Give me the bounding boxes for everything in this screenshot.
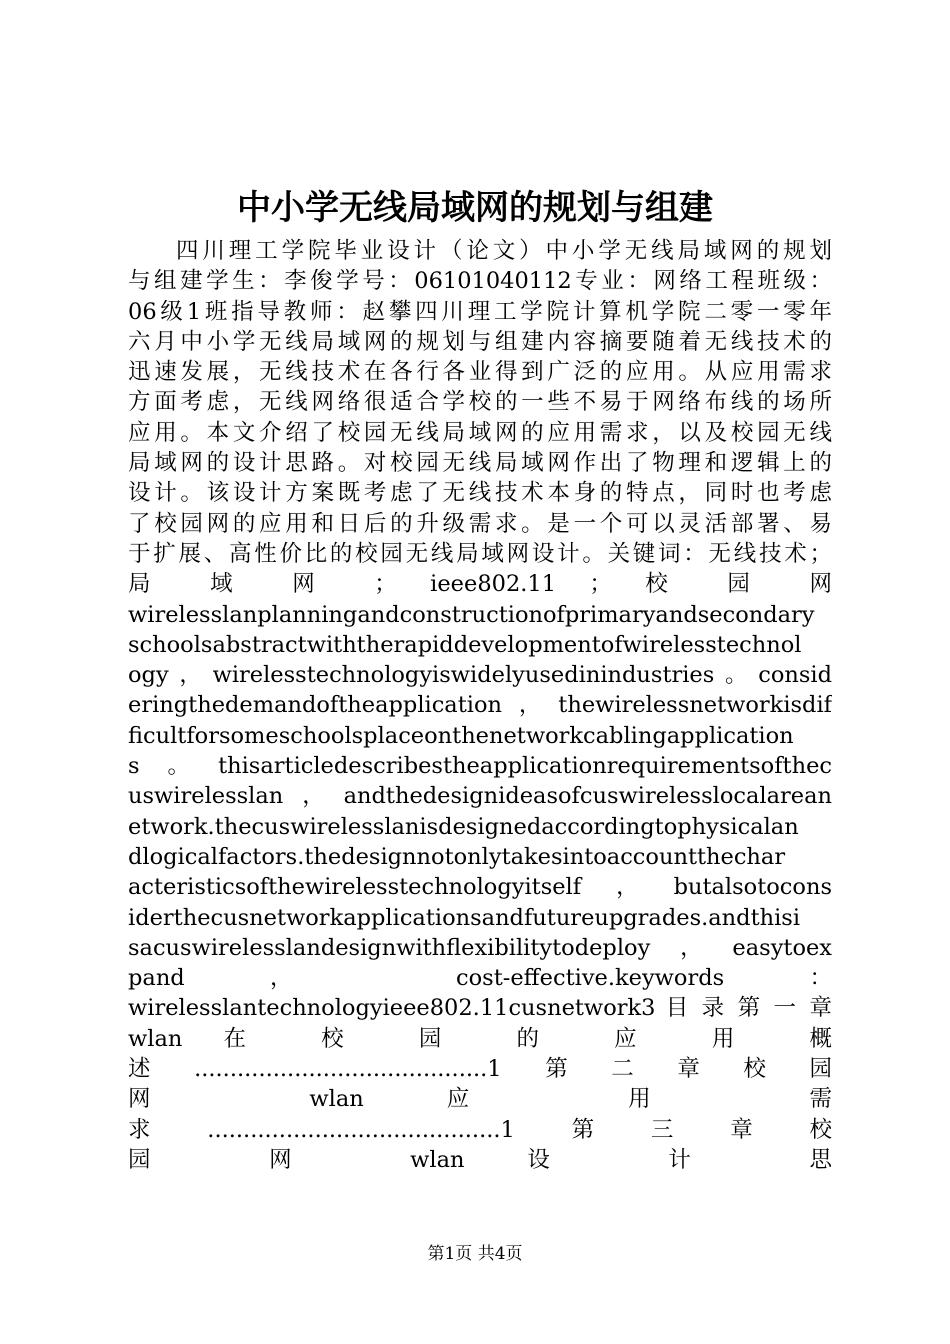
body-line: 四川理工学院毕业设计（论文）中小学无线局域网的规划 <box>176 238 832 264</box>
document-body <box>128 236 832 1175</box>
body-line: wirelesslantechnologyieee802.11cusnetwork3 目 录 第 一 章 <box>128 995 832 1022</box>
body-line: ficultforsomeschoolsplaceonthenetworkcablingapplication <box>128 722 794 749</box>
page-footer: 第1页 共4页 <box>427 1244 523 1264</box>
body-line: 06级1班指导教师：赵攀四川理工学院计算机学院二零一零年 <box>128 298 832 325</box>
body-line: 方面考虑，无线网络很适合学校的一些不易于网络布线的场所 <box>128 389 832 416</box>
body-line: iderthecusnetworkapplicationsandfutureupgrades.andthisi <box>128 904 801 931</box>
toc-line: 园 网 wlan 设 计 思 <box>128 1146 832 1173</box>
body-line: pand ， cost-effective.keywords ： <box>128 965 832 992</box>
toc-line: 网 wlan 应 用 需 <box>128 1086 832 1113</box>
body-line: 迅速发展，无线技术在各行各业得到广泛的应用。从应用需求 <box>128 359 832 386</box>
body-line: eringthedemandoftheapplication，thewirelessnetworkisdif <box>128 692 832 719</box>
body-line: 应用。本文介绍了校园无线局域网的应用需求，以及校园无线 <box>128 419 832 446</box>
body-line: 局域网的设计思路。对校园无线局域网作出了物理和逻辑上的 <box>128 450 832 477</box>
body-line: 了校园网的应用和日后的升级需求。是一个可以灵活部署、易 <box>128 510 832 537</box>
body-line: 与组建学生：李俊学号：06101040112专业：网络工程班级： <box>128 268 832 295</box>
body-line: wirelesslanplanningandconstructionofprimaryandsecondary <box>128 601 815 628</box>
body-line: 六月中小学无线局域网的规划与组建内容摘要随着无线技术的 <box>128 328 832 355</box>
body-line: sacuswirelesslandesignwithflexibilitytodeploy，easytoex <box>128 934 832 961</box>
body-line: ogy，wirelesstechnologyiswidelyusedinindustries。consid <box>128 662 832 689</box>
toc-line: 述.........................................1第二章校园 <box>128 1056 832 1083</box>
body-line: etwork.thecuswirelesslanisdesignedaccordingtophysicalan <box>128 813 799 840</box>
body-line: 局 域 网 ； ieee802.11 ； 校 园 网 <box>128 571 832 598</box>
toc-line: wlan 在 校 园 的 应 用 概 <box>128 1025 832 1052</box>
body-line: 设计。该设计方案既考虑了无线技术本身的特点，同时也考虑 <box>128 480 832 507</box>
document-title: 中小学无线局域网的规划与组建 <box>237 188 713 228</box>
body-line: 于扩展、高性价比的校园无线局域网设计。关键词：无线技术； <box>128 540 832 567</box>
body-line: uswirelesslan，andthedesignideasofcuswirelesslocalarean <box>128 783 832 810</box>
body-line: dlogicalfactors.thedesignnotonlytakesintoaccountthechar <box>128 843 786 870</box>
body-line: schoolsabstractwiththerapiddevelopmentofwirelesstechnol <box>128 631 802 658</box>
body-line: acteristicsofthewirelesstechnologyitself，butalsotocons <box>128 874 832 901</box>
body-line: s。thisarticledescribestheapplicationrequirementsofthec <box>128 753 832 780</box>
toc-line: 求.........................................1第三章校 <box>128 1116 832 1143</box>
